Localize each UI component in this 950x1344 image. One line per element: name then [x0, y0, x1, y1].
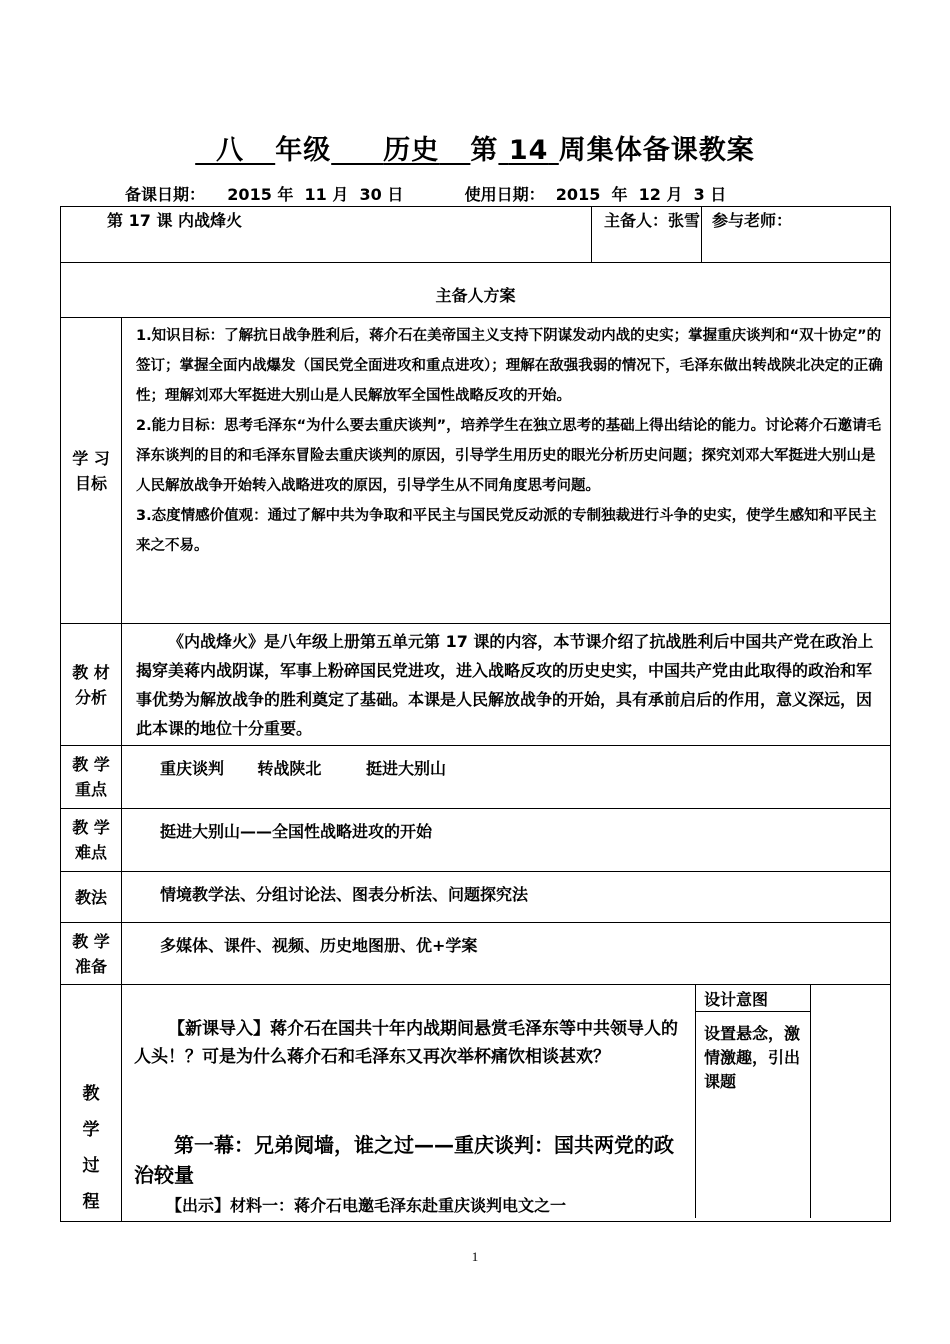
lesson-plan-table: [60, 206, 891, 1222]
preparation-label: 教 学准备: [61, 923, 122, 985]
goals-content: [122, 318, 891, 624]
goal-attitude: 3.态度情感价值观：通过了解中共为争取和平民主与国民党反动派的专制独裁进行斗争的史实，使学生感知和平民主来之不易。: [136, 508, 877, 554]
difficulties-text: 挺进大别山——全国性战略进攻的开始: [122, 809, 891, 872]
title-grade-suffix: 年级: [275, 135, 332, 166]
header-row: [61, 207, 891, 263]
key-points-row: [61, 746, 891, 809]
participants: 参与老师：: [702, 207, 891, 263]
methods-label: 教法: [61, 872, 122, 923]
use-date: 2015 年 12 月 3 日: [555, 185, 727, 204]
process-label: 教学过程: [82, 1084, 100, 1212]
page-number: 1: [471, 1249, 479, 1264]
prep-date-label: 备课日期：: [125, 185, 206, 204]
process-content: [122, 985, 891, 1222]
goal-knowledge: 1.知识目标：了解抗日战争胜利后，蒋介石在美帝国主义支持下阴谋发动内战的史实；掌握重庆谈判和“双十协定”的签订；掌握全面内战爆发（国民党全面进攻和重点进攻）；理解在敌强我弱的情况下，毛泽东做出转战陕北决定的正确性；理解刘邓大军挺进大别山是人民解放军全国性战略反攻的开始。: [136, 328, 883, 404]
title-subject: 历史: [383, 135, 440, 166]
title-grade: 八: [216, 135, 244, 166]
title-suffix: 周集体备课教案: [558, 135, 755, 166]
use-date-label: 使用日期：: [464, 185, 545, 204]
analysis-text: 《内战烽火》是八年级上册第五单元第 17 课的内容，本节课介绍了抗战胜利后中国共产党在政治上揭穿美蒋内战阴谋，军事上粉碎国民党进攻，进入战略反攻的历史史实，中国共产党由此取得的政治和军事优势为解放战争的胜利奠定了基础。本课是人民解放战争的开始，具有承前启后的作用，意义深远，因此本课的地位十分重要。: [122, 624, 891, 746]
lead-teacher: 主备人：张雪: [592, 207, 702, 263]
process-row: [61, 985, 891, 1222]
title-week-prefix: 第: [470, 135, 499, 166]
design-intent-column: [695, 985, 811, 1218]
goal-ability: 2.能力目标：思考毛泽东“为什么要去重庆谈判”，培养学生在独立思考的基础上得出结论的能力。讨论蒋介石邀请毛泽东谈判的目的和毛泽东冒险去重庆谈判的原因，引导学生用历史的眼光分析历史问题；探究刘邓大军挺进大别山是人民解放战争开始转入战略进攻的原因，引导学生从不同角度思考问题。: [136, 418, 882, 494]
act-one-heading: 第一幕：兄弟阋墙，谁之过——重庆谈判：国共两党的政治较量: [134, 1133, 674, 1187]
section-title: 主备人方案: [61, 263, 891, 318]
intro-text: 【新课导入】蒋介石在国共十年内战期间悬赏毛泽东等中共领导人的人头！？可是为什么蒋介石和毛泽东又再次举杯痛饮相谈甚欢？: [134, 1019, 678, 1067]
goals-label: 学 习目标: [61, 318, 122, 624]
lesson-name: 第 17 课 内战烽火: [61, 207, 592, 263]
goals-row: [61, 318, 891, 624]
difficulties-label: 教 学难点: [61, 809, 122, 872]
preparation-text: 多媒体、课件、视频、历史地图册、优+学案: [122, 923, 891, 985]
analysis-label: 教 材分析: [61, 624, 122, 746]
methods-row: [61, 872, 891, 923]
page-title: [0, 128, 950, 167]
methods-text: 情境教学法、分组讨论法、图表分析法、问题探究法: [122, 872, 891, 923]
section-title-row: [61, 263, 891, 318]
dates-line: [125, 182, 726, 205]
analysis-row: [61, 624, 891, 746]
material-text: 【出示】材料一：蒋介石电邀毛泽东赴重庆谈判电文之一: [166, 1196, 567, 1215]
difficulties-row: [61, 809, 891, 872]
process-label-cell: [61, 985, 122, 1222]
key-points-text: 重庆谈判 转战陕北 挺进大别山: [122, 746, 891, 809]
key-points-label: 教 学重点: [61, 746, 122, 809]
title-week: 14: [508, 135, 549, 166]
design-intent-text: 设置悬念，激情激趣，引出课题: [704, 1024, 801, 1091]
preparation-row: [61, 923, 891, 985]
design-intent-heading: 设计意图: [696, 985, 810, 1012]
prep-date: 2015 年 11 月 30 日: [227, 185, 404, 204]
